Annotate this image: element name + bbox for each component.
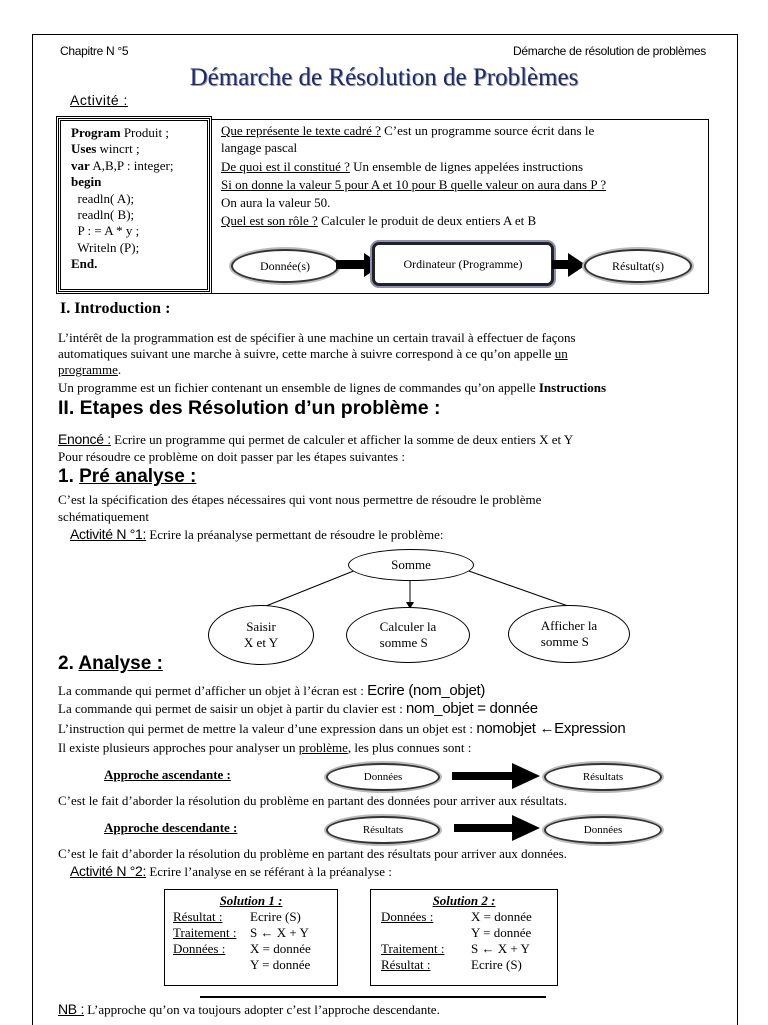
intro-heading: I. Introduction : <box>60 300 171 317</box>
flow-input-oval: Donnée(s) <box>231 249 339 283</box>
question-1: Que représente le texte cadré ? C’est un programme source écrit dans le <box>221 123 595 138</box>
asc-label: Approche ascendante : <box>104 767 231 782</box>
answer-3: On aura la valeur 50. <box>221 195 331 210</box>
solution-row: Traitement : S ← X + Y <box>381 941 530 956</box>
analyse-l3: L’instruction qui permet de mettre la valeur d’une expression dans un objet est : nomobjet ←Expression <box>58 720 626 737</box>
nb-line: NB : L’approche qu’on va toujours adopter c’est l’approche descendante. <box>58 1001 440 1017</box>
solution-2-title: Solution 2 : <box>432 893 496 908</box>
preanalyse-p2: schématiquement <box>58 509 149 524</box>
preanalyse-p1: C’est la spécification des étapes nécessaires qui vont nous permettre de résoudre le problème <box>58 492 542 507</box>
analyse-heading: 2. Analyse : <box>58 653 163 674</box>
etapes-p: Pour résoudre ce problème on doit passer par les étapes suivantes : <box>58 449 405 464</box>
code-line: readln( A); <box>71 190 135 206</box>
flow-computer-box: Ordinateur (Programme) <box>372 242 554 286</box>
solution-row: Résultat : Ecrire (S) <box>381 957 522 972</box>
subject-label: Démarche de résolution de problèmes <box>513 44 706 58</box>
asc-to-oval: Résultats <box>544 763 662 791</box>
solution-row: Données : X = donnée <box>381 909 532 924</box>
solution-row: Résultat : Ecrire (S) <box>173 909 301 924</box>
asc-from-oval: Données <box>326 763 440 791</box>
solution-2-box <box>370 889 558 986</box>
desc-arrow <box>454 815 540 841</box>
nb-rule <box>200 996 546 998</box>
preanalyse-heading: 1. Pré analyse : <box>58 466 197 487</box>
page-title: Démarche de Résolution de Problèmes <box>189 64 579 91</box>
tree-child-calculer: Calculer la somme S <box>346 607 470 663</box>
solution-row: Y = donnée <box>471 925 532 940</box>
flow-output-oval: Résultat(s) <box>584 249 692 283</box>
code-line: readln( B); <box>71 207 135 223</box>
intro-p1b: automatiques suivant une marche à suivre, cette marche à suivre correspond à ce qu’on appelle un <box>58 346 568 361</box>
code-line: Program Produit ; <box>71 125 169 140</box>
desc-label: Approche descendante : <box>104 820 238 835</box>
solution-row: Traitement : S ← X + Y <box>173 925 309 940</box>
code-line: var A,B,P : integer; <box>71 157 174 173</box>
etapes-heading: II. Etapes des Résolution d’un problème : <box>58 397 441 419</box>
chapter-label: Chapitre N °5 <box>60 44 129 58</box>
question-3: Si on donne la valeur 5 pour A et 10 pour B quelle valeur on aura dans P ? <box>221 177 607 192</box>
intro-p1a: L’intérêt de la programmation est de spécifier à une machine un certain travail à effectuer de façons <box>58 330 576 345</box>
code-line: begin <box>71 174 102 190</box>
tree-child-afficher: Afficher la somme S <box>508 605 630 663</box>
answer-1b: langage pascal <box>221 140 298 155</box>
code-line: Writeln (P); <box>71 239 140 255</box>
analyse-l4: Il existe plusieurs approches pour analyser un problème, les plus connues sont : <box>58 740 472 755</box>
asc-description: C’est le fait d’aborder la résolution du problème en partant des données pour arriver aux résultats. <box>58 793 567 808</box>
activity-1: Activité N °1: Ecrire la préanalyse permettant de résoudre le problème: <box>70 526 444 542</box>
tree-child-saisir: Saisir X et Y <box>208 605 314 665</box>
code-line: Uses wincrt ; <box>71 141 140 157</box>
solution-row: Y = donnée <box>250 957 311 972</box>
desc-description: C’est le fait d’aborder la résolution du problème en partant des résultats pour arriver aux données. <box>58 846 567 861</box>
activity-heading: Activité : <box>70 92 128 108</box>
activity-2: Activité N °2: Ecrire l’analyse en se référant à la préanalyse : <box>70 863 392 879</box>
question-4: Quel est son rôle ? Calculer le produit de deux entiers A et B <box>221 213 537 228</box>
code-line: P : = A * y ; <box>71 223 140 239</box>
solution-1-box <box>164 889 338 986</box>
code-line: End. <box>71 256 98 272</box>
solution-1-title: Solution 1 : <box>219 893 283 908</box>
desc-to-oval: Données <box>544 816 662 844</box>
intro-p1c: programme. <box>58 362 122 377</box>
tree-root-oval: Somme <box>348 549 474 581</box>
analyse-l1: La commande qui permet d’afficher un objet à l’écran est : Ecrire (nom_objet) <box>58 682 486 699</box>
asc-arrow <box>452 763 540 789</box>
intro-p2: Un programme est un fichier contenant un ensemble de lignes de commandes qu’on appelle Instructions <box>58 380 607 395</box>
solution-row: Données : X = donnée <box>173 941 311 956</box>
question-2: De quoi est il constitué ? Un ensemble de lignes appelées instructions <box>221 159 584 174</box>
enonce-line: Enoncé : Ecrire un programme qui permet de calculer et afficher la somme de deux entiers X et Y <box>58 431 574 447</box>
desc-from-oval: Résultats <box>326 816 440 844</box>
analyse-l2: La commande qui permet de saisir un objet à partir du clavier est : nom_objet = donnée <box>58 700 538 717</box>
